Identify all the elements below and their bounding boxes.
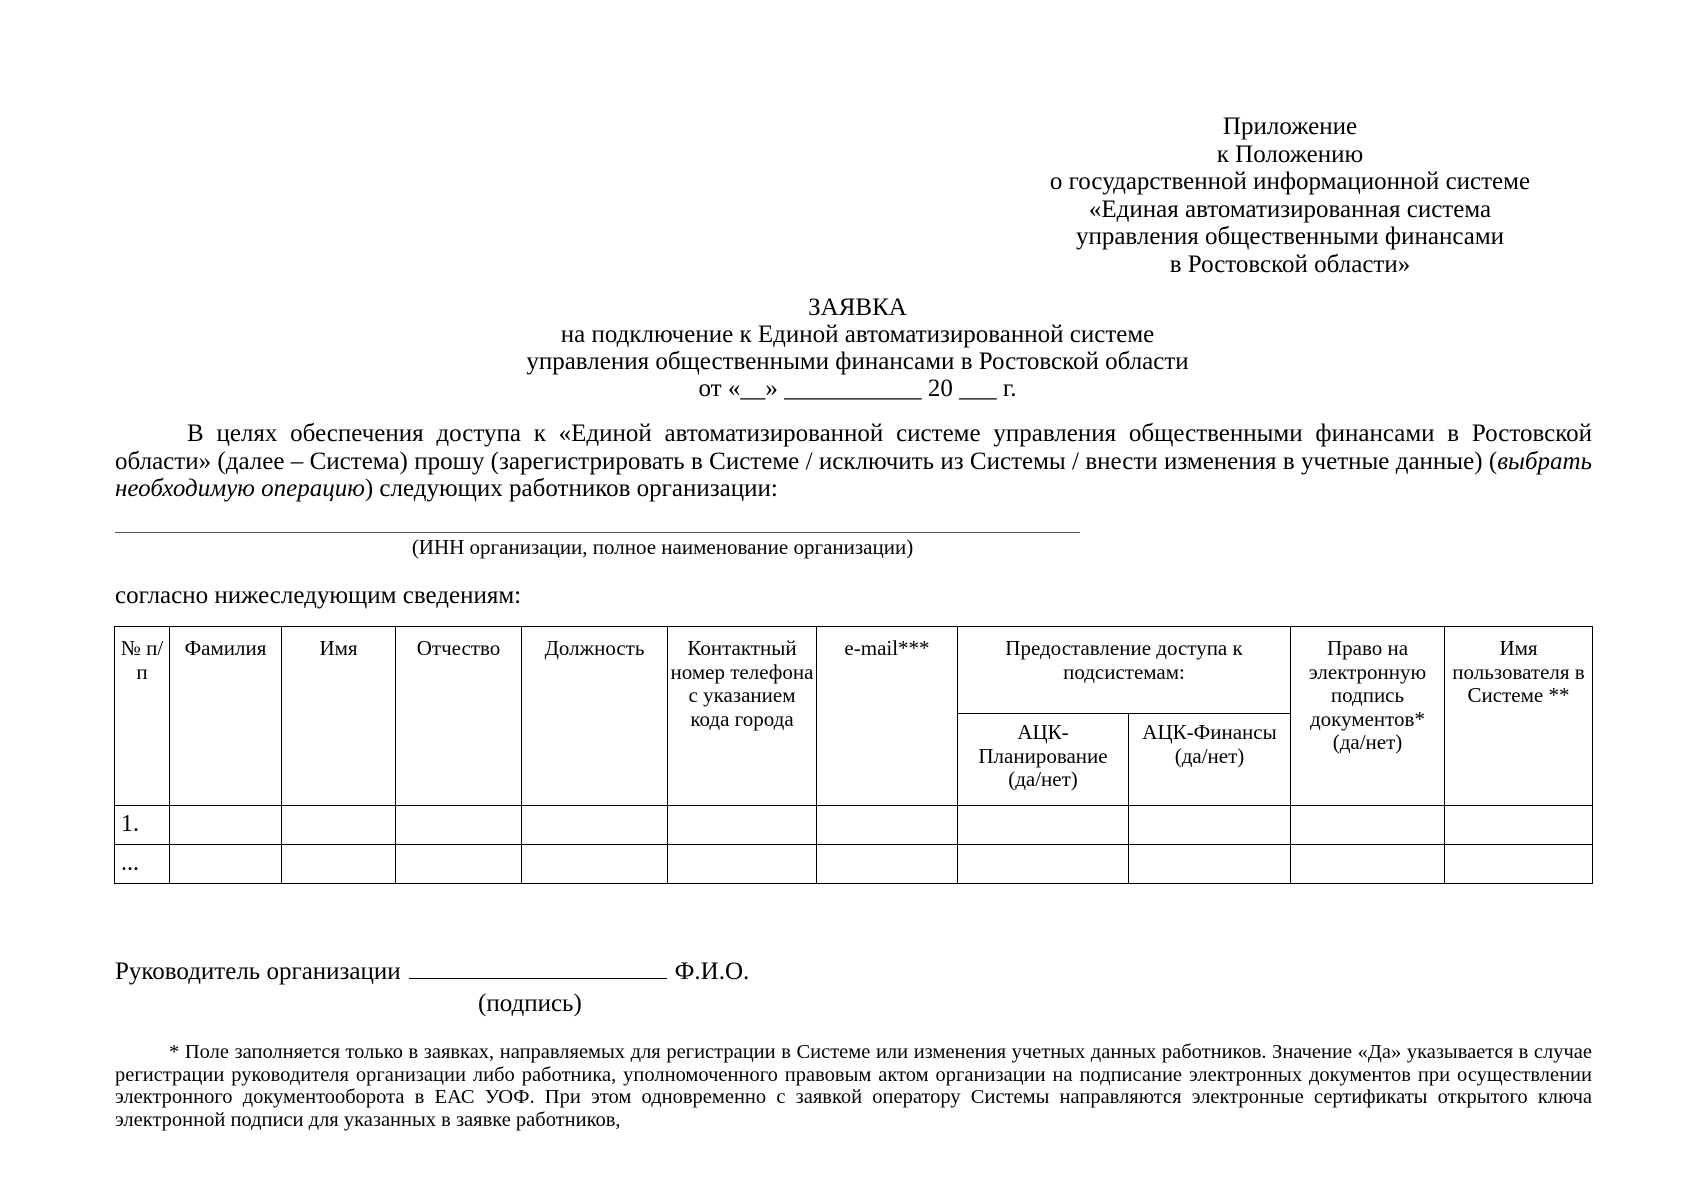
appendix-line: Приложение [1222,113,1358,140]
intro-text-end: ) следующих работников организации: [364,475,778,502]
cell-position[interactable] [522,806,668,845]
employees-table [114,626,1593,884]
organization-field-line[interactable] [115,532,1080,533]
cell-surname[interactable] [170,845,282,884]
col-header-email: e-mail*** [817,627,958,806]
signature-line[interactable] [409,958,667,979]
col-header-access-fin: АЦК-Финансы (да/нет) [1129,714,1291,806]
col-header-signature-right: Право на электронную подпись документов* (да/нет) [1291,627,1445,806]
col-header-access-plan: АЦК-Планирование (да/нет) [958,714,1129,806]
document-title [415,294,1300,402]
row-number: ... [115,845,170,884]
cell-username[interactable] [1445,845,1593,884]
cell-phone[interactable] [668,806,817,845]
title-heading: ЗАЯВКА [808,294,907,321]
cell-phone[interactable] [668,845,817,884]
col-header-phone: Контактный номер телефона с указанием кода города [668,627,817,806]
table-row [115,806,1593,845]
row-number: 1. [115,806,170,845]
cell-username[interactable] [1445,806,1593,845]
table-row [115,845,1593,884]
cell-name[interactable] [282,806,396,845]
cell-access-plan[interactable] [958,845,1129,884]
col-header-surname: Фамилия [170,627,282,806]
appendix-header [1010,113,1570,278]
signature-block [115,958,749,986]
cell-name[interactable] [282,845,396,884]
cell-patronymic[interactable] [396,845,522,884]
footnote: * Поле заполняется только в заявках, направляемых для регистрации в Системе или изменения учетных данных работников. Значение «Да» указывается в случае регистрации руководителя организации либо работника, уполномоченного правовым актом организации на подписание электронных документов при осуществлении электронного документооборота в ЕАС УОФ. При этом одновременно с заявкой оператору Системы направляются электронные сертификаты открытого ключа электронной подписи для указанных в заявке работников, [115,1041,1592,1131]
col-header-position: Должность [522,627,668,806]
signature-hint: (подпись) [478,990,582,1017]
title-date-line: от «__» ___________ 20 ___ г. [698,375,1017,402]
organization-field-hint: (ИНН организации, полное наименование организации) [411,535,914,559]
title-line: управления общественными финансами в Ростовской области [526,348,1189,375]
cell-email[interactable] [817,806,958,845]
col-header-access: Предоставление доступа к подсистемам: [958,627,1291,714]
cell-signature-right[interactable] [1291,806,1445,845]
signature-label: Руководитель организации [115,958,401,985]
appendix-line: управления общественными финансами [1075,223,1505,250]
cell-access-plan[interactable] [958,806,1129,845]
col-header-name: Имя [282,627,396,806]
intro-paragraph [115,420,1592,503]
col-header-patronymic: Отчество [396,627,522,806]
col-header-num: № п/п [115,627,170,806]
cell-patronymic[interactable] [396,806,522,845]
appendix-line: о государственной информационной системе [1049,168,1531,195]
cell-position[interactable] [522,845,668,884]
appendix-line: в Ростовской области» [1169,250,1411,278]
intro-italic: выбрать необходимую операцию [115,447,1592,502]
appendix-line: «Единая автоматизированная система [1088,195,1492,223]
cell-access-fin[interactable] [1129,845,1291,884]
signature-fio: Ф.И.О. [674,958,750,985]
col-header-username: Имя пользователя в Системе ** [1445,627,1593,806]
cell-access-fin[interactable] [1129,806,1291,845]
appendix-line: к Положению [1216,140,1364,168]
according-text: согласно нижеследующим сведениям: [115,582,522,609]
intro-text: В целях обеспечения доступа к «Единой автоматизированной системе управления общественными финансами в Ростовской области» (далее – Система) прошу (зарегистрировать в Системе / исключить из Системы / внести изменения в учетные данные) ( [115,420,1592,475]
cell-email[interactable] [817,845,958,884]
cell-surname[interactable] [170,806,282,845]
title-line: на подключение к Единой автоматизированной системе [560,321,1155,348]
cell-signature-right[interactable] [1291,845,1445,884]
